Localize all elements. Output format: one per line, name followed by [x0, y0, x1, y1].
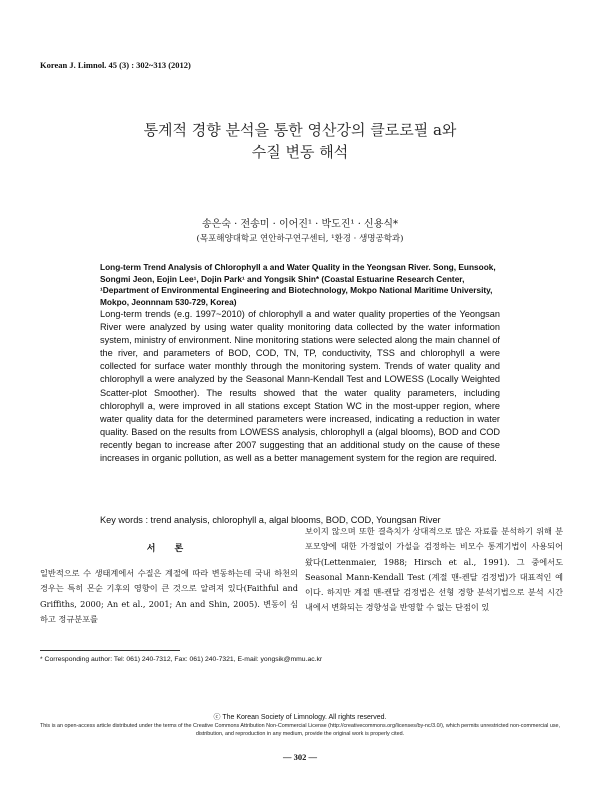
intro-right-column: 보이지 않으며 또한 결측치가 상대적으로 많은 자료를 분석하기 위해 분포모양에 대한 가정없이 가설을 검정하는 비모수 통계기법이 사용되어 왔다(Lettenmaier, 1988; Hirsch et al., 1991). 그 중에서도 Seasonal Mann-Kendall Test (계절 맨-켄달 검정법)가 대표적인 예이다. 하지만 계절 맨-켄달 검정법은 선형 경향 분석기법으로 분석 시간내에서 변화되는 경향성을 반영할 수 없는 단점이 있: [305, 526, 563, 613]
page-number: ― 302 ―: [283, 752, 317, 762]
intro-left-column: 일반적으로 수 생태계에서 수질은 계절에 따라 변동하는데 국내 하천의 경우는 특히 몬순 기후의 영향이 큰 것으로 알려져 있다(Faithful and Griffiths, 2000; An et al., 2001; An and Shin, 2005). 변동이 심하고 정규분포를: [40, 568, 298, 624]
authors: 송은숙 · 전송미 · 이어진¹ · 박도진¹ · 신용식*: [201, 219, 399, 230]
journal-citation: Korean J. Limnol. 45 (3) : 302~313 (2012): [40, 60, 191, 70]
license-text: This is an open-access article distributed under the terms of the Creative Commons Attribution Non-Commercial License (http://creativecommons.org/licenses/by-nc/3.0/), which permits unrestricted non-commercial use, distribution, and reproduction in any medium, provide the original work is properly cited.: [39, 723, 561, 737]
title-line-1: 통계적 경향 분석을 통한 영산강의 클로로필 a와: [143, 121, 457, 139]
footnote-divider: [40, 650, 180, 651]
english-heading: Long-term Trend Analysis of Chlorophyll a and Water Quality in the Yeongsan River. Song, Eunsook, Songmi Jeon, Eojin Lee¹, Dojin Park¹ and Yongsik Shin* (Coastal Estuarine Research Center, ¹Department of Environmental Engineering and Biotechnology, Mokpo National Maritime University, Mokpo, Jeonnnam 530-729, Korea): [100, 262, 496, 307]
abstract: Long-term trends (e.g. 1997~2010) of chlorophyll a and water quality properties of the Yeongsan River were analyzed by using water quality monitoring data collected by the water information system, ministry of environment. Nine monitoring stations were selected along the main channel of the river, and parameters of BOD, COD, TN, TP, conductivity, TSS and chlorophyll a were collected for surface water monthly through the monitoring system. Trends of water quality and chlorophyll a were analyzed by the Seasonal Mann-Kendall Test and LOWESS (Locally Weighted Scatter-plot Smoother). The results showed that the water quality parameters, including chlorophyll a, were improved in all stations except Station WC in the most-upper region, where water quality data for the determined parameters were increased, indicating a reduction in water quality. Based on the results from LOWESS analysis, chlorophyll a (algal blooms), BOD and COD recently began to increase after 2007 suggesting that an additional study on the cause of these increases in organic pollution, as well as a better management system for the region are required.: [100, 309, 500, 464]
title-line-2: 수질 변동 해석: [251, 143, 349, 161]
footnote: * Corresponding author: Tel: 061) 240-7312, Fax: 061) 240-7321, E-mail: yongsik@mmu.ac.kr: [40, 656, 323, 663]
keywords: Key words : trend analysis, chlorophyll a, algal blooms, BOD, COD, Youngsan River: [100, 515, 441, 525]
section-heading: 서 론: [146, 544, 192, 554]
copyright: ⓒ The Korean Society of Limnology. All rights reserved.: [213, 714, 387, 721]
affiliation: (목포해양대학교 연안하구연구센터, ¹환경 · 생명공학과): [196, 234, 404, 244]
